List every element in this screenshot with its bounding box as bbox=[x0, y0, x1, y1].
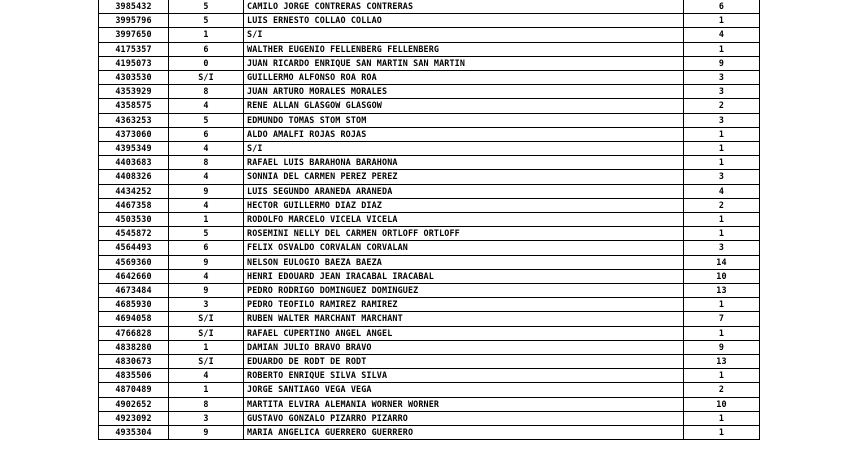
name-cell: CAMILO JORGE CONTRERAS CONTRERAS bbox=[244, 0, 684, 14]
code-cell: 9 bbox=[169, 284, 244, 298]
records-table bbox=[98, 0, 760, 440]
table-row bbox=[99, 127, 760, 141]
name-cell: RENE ALLAN GLASGOW GLASGOW bbox=[244, 99, 684, 113]
id-cell: 4503530 bbox=[99, 213, 169, 227]
table-row bbox=[99, 198, 760, 212]
id-cell: 4363253 bbox=[99, 113, 169, 127]
score-cell: 1 bbox=[684, 14, 760, 28]
code-cell: 4 bbox=[169, 142, 244, 156]
table-row bbox=[99, 255, 760, 269]
name-cell: MARIA ANGELICA GUERRERO GUERRERO bbox=[244, 426, 684, 440]
id-cell: 4569360 bbox=[99, 255, 169, 269]
table-row bbox=[99, 426, 760, 440]
name-cell: ROBERTO ENRIQUE SILVA SILVA bbox=[244, 369, 684, 383]
table-row bbox=[99, 369, 760, 383]
name-cell: LUIS ERNESTO COLLAO COLLAO bbox=[244, 14, 684, 28]
table-row bbox=[99, 269, 760, 283]
code-cell: 9 bbox=[169, 184, 244, 198]
name-cell: JORGE SANTIAGO VEGA VEGA bbox=[244, 383, 684, 397]
id-cell: 4303530 bbox=[99, 71, 169, 85]
table-row bbox=[99, 312, 760, 326]
name-cell: PEDRO TEOFILO RAMIREZ RAMIREZ bbox=[244, 298, 684, 312]
table-row bbox=[99, 355, 760, 369]
score-cell: 1 bbox=[684, 156, 760, 170]
table-row bbox=[99, 113, 760, 127]
code-cell: 9 bbox=[169, 255, 244, 269]
name-cell: MARTITA ELVIRA ALEMANIA WORNER WORNER bbox=[244, 397, 684, 411]
score-cell: 1 bbox=[684, 426, 760, 440]
code-cell: 3 bbox=[169, 411, 244, 425]
name-cell: WALTHER EUGENIO FELLENBERG FELLENBERG bbox=[244, 42, 684, 56]
id-cell: 4395349 bbox=[99, 142, 169, 156]
code-cell: 6 bbox=[169, 127, 244, 141]
score-cell: 3 bbox=[684, 71, 760, 85]
table-row bbox=[99, 397, 760, 411]
score-cell: 3 bbox=[684, 85, 760, 99]
name-cell: HECTOR GUILLERMO DIAZ DIAZ bbox=[244, 198, 684, 212]
code-cell: 1 bbox=[169, 213, 244, 227]
score-cell: 10 bbox=[684, 397, 760, 411]
name-cell: RAFAEL CUPERTINO ANGEL ANGEL bbox=[244, 326, 684, 340]
score-cell: 2 bbox=[684, 383, 760, 397]
name-cell: JUAN RICARDO ENRIQUE SAN MARTIN SAN MARTIN bbox=[244, 56, 684, 70]
table-row bbox=[99, 340, 760, 354]
name-cell: EDUARDO DE RODT DE RODT bbox=[244, 355, 684, 369]
name-cell: GUSTAVO GONZALO PIZARRO PIZARRO bbox=[244, 411, 684, 425]
code-cell: 6 bbox=[169, 241, 244, 255]
name-cell: SONNIA DEL CARMEN PEREZ PEREZ bbox=[244, 170, 684, 184]
id-cell: 4694058 bbox=[99, 312, 169, 326]
score-cell: 1 bbox=[684, 298, 760, 312]
table-row bbox=[99, 213, 760, 227]
id-cell: 4353929 bbox=[99, 85, 169, 99]
score-cell: 1 bbox=[684, 326, 760, 340]
table-row bbox=[99, 42, 760, 56]
table-row bbox=[99, 184, 760, 198]
id-cell: 4766828 bbox=[99, 326, 169, 340]
score-cell: 9 bbox=[684, 56, 760, 70]
table-row bbox=[99, 71, 760, 85]
table-row bbox=[99, 284, 760, 298]
score-cell: 13 bbox=[684, 284, 760, 298]
id-cell: 4902652 bbox=[99, 397, 169, 411]
table-row bbox=[99, 227, 760, 241]
score-cell: 3 bbox=[684, 170, 760, 184]
table-row bbox=[99, 326, 760, 340]
name-cell: ROSEMINI NELLY DEL CARMEN ORTLOFF ORTLOFF bbox=[244, 227, 684, 241]
table-row bbox=[99, 411, 760, 425]
code-cell: 5 bbox=[169, 0, 244, 14]
table-row bbox=[99, 28, 760, 42]
name-cell: S/I bbox=[244, 28, 684, 42]
score-cell: 4 bbox=[684, 184, 760, 198]
code-cell: 6 bbox=[169, 42, 244, 56]
code-cell: 1 bbox=[169, 383, 244, 397]
score-cell: 1 bbox=[684, 411, 760, 425]
id-cell: 4870489 bbox=[99, 383, 169, 397]
table-row bbox=[99, 85, 760, 99]
id-cell: 4642660 bbox=[99, 269, 169, 283]
score-cell: 1 bbox=[684, 227, 760, 241]
code-cell: S/I bbox=[169, 71, 244, 85]
code-cell: 1 bbox=[169, 28, 244, 42]
name-cell: PEDRO RODRIGO DOMINGUEZ DOMINGUEZ bbox=[244, 284, 684, 298]
score-cell: 13 bbox=[684, 355, 760, 369]
score-cell: 3 bbox=[684, 241, 760, 255]
id-cell: 3995796 bbox=[99, 14, 169, 28]
name-cell: LUIS SEGUNDO ARANEDA ARANEDA bbox=[244, 184, 684, 198]
id-cell: 4935304 bbox=[99, 426, 169, 440]
table-row bbox=[99, 170, 760, 184]
code-cell: 4 bbox=[169, 198, 244, 212]
score-cell: 1 bbox=[684, 369, 760, 383]
name-cell: RODOLFO MARCELO VICELA VICELA bbox=[244, 213, 684, 227]
code-cell: 5 bbox=[169, 113, 244, 127]
name-cell: S/I bbox=[244, 142, 684, 156]
id-cell: 4408326 bbox=[99, 170, 169, 184]
id-cell: 4195073 bbox=[99, 56, 169, 70]
score-cell: 3 bbox=[684, 113, 760, 127]
code-cell: 4 bbox=[169, 269, 244, 283]
score-cell: 9 bbox=[684, 340, 760, 354]
table-row bbox=[99, 0, 760, 14]
code-cell: 1 bbox=[169, 340, 244, 354]
score-cell: 6 bbox=[684, 0, 760, 14]
table-row bbox=[99, 383, 760, 397]
code-cell: S/I bbox=[169, 312, 244, 326]
code-cell: 8 bbox=[169, 85, 244, 99]
id-cell: 4673484 bbox=[99, 284, 169, 298]
id-cell: 4545872 bbox=[99, 227, 169, 241]
score-cell: 4 bbox=[684, 28, 760, 42]
score-cell: 2 bbox=[684, 99, 760, 113]
code-cell: 4 bbox=[169, 369, 244, 383]
code-cell: 4 bbox=[169, 170, 244, 184]
table-row bbox=[99, 142, 760, 156]
code-cell: 3 bbox=[169, 298, 244, 312]
document-sheet bbox=[98, 0, 759, 440]
score-cell: 1 bbox=[684, 127, 760, 141]
name-cell: JUAN ARTURO MORALES MORALES bbox=[244, 85, 684, 99]
table-row bbox=[99, 298, 760, 312]
id-cell: 4923092 bbox=[99, 411, 169, 425]
name-cell: RAFAEL LUIS BARAHONA BARAHONA bbox=[244, 156, 684, 170]
id-cell: 4564493 bbox=[99, 241, 169, 255]
code-cell: 8 bbox=[169, 156, 244, 170]
name-cell: DAMIAN JULIO BRAVO BRAVO bbox=[244, 340, 684, 354]
score-cell: 2 bbox=[684, 198, 760, 212]
id-cell: 4373060 bbox=[99, 127, 169, 141]
records-table-body bbox=[99, 0, 760, 440]
name-cell: FELIX OSVALDO CORVALAN CORVALAN bbox=[244, 241, 684, 255]
table-row bbox=[99, 99, 760, 113]
id-cell: 4434252 bbox=[99, 184, 169, 198]
id-cell: 4358575 bbox=[99, 99, 169, 113]
id-cell: 4685930 bbox=[99, 298, 169, 312]
id-cell: 3997650 bbox=[99, 28, 169, 42]
name-cell: EDMUNDO TOMAS STOM STOM bbox=[244, 113, 684, 127]
id-cell: 4403683 bbox=[99, 156, 169, 170]
id-cell: 4175357 bbox=[99, 42, 169, 56]
score-cell: 7 bbox=[684, 312, 760, 326]
table-row bbox=[99, 14, 760, 28]
score-cell: 10 bbox=[684, 269, 760, 283]
score-cell: 1 bbox=[684, 213, 760, 227]
code-cell: S/I bbox=[169, 326, 244, 340]
id-cell: 4467358 bbox=[99, 198, 169, 212]
code-cell: S/I bbox=[169, 355, 244, 369]
code-cell: 8 bbox=[169, 397, 244, 411]
name-cell: HENRI EDOUARD JEAN IRACABAL IRACABAL bbox=[244, 269, 684, 283]
code-cell: 5 bbox=[169, 14, 244, 28]
id-cell: 4835506 bbox=[99, 369, 169, 383]
score-cell: 14 bbox=[684, 255, 760, 269]
code-cell: 9 bbox=[169, 426, 244, 440]
name-cell: NELSON EULOGIO BAEZA BAEZA bbox=[244, 255, 684, 269]
name-cell: ALDO AMALFI ROJAS ROJAS bbox=[244, 127, 684, 141]
score-cell: 1 bbox=[684, 42, 760, 56]
table-row bbox=[99, 156, 760, 170]
id-cell: 4830673 bbox=[99, 355, 169, 369]
code-cell: 0 bbox=[169, 56, 244, 70]
id-cell: 4838280 bbox=[99, 340, 169, 354]
score-cell: 1 bbox=[684, 142, 760, 156]
name-cell: RUBEN WALTER MARCHANT MARCHANT bbox=[244, 312, 684, 326]
name-cell: GUILLERMO ALFONSO ROA ROA bbox=[244, 71, 684, 85]
code-cell: 5 bbox=[169, 227, 244, 241]
table-row bbox=[99, 56, 760, 70]
code-cell: 4 bbox=[169, 99, 244, 113]
id-cell: 3985432 bbox=[99, 0, 169, 14]
table-row bbox=[99, 241, 760, 255]
